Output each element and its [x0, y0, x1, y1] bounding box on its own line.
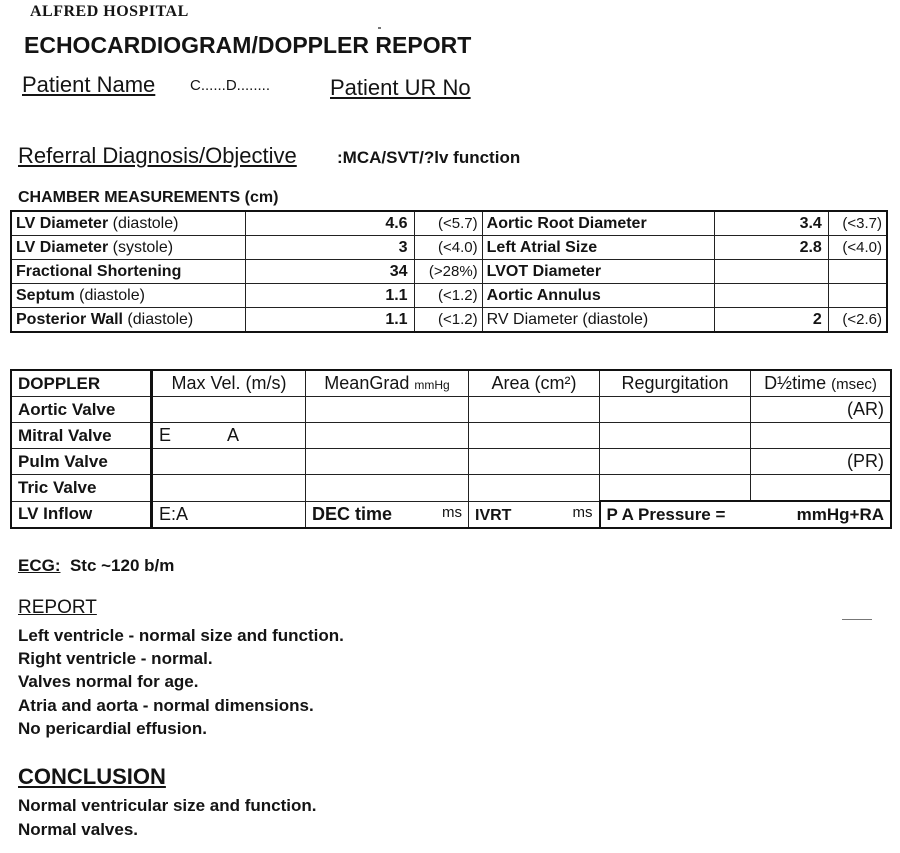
aortic-regurg-cell: [600, 397, 751, 423]
report-section-title: REPORT: [18, 597, 97, 618]
dhalf-time-header: D½time (msec): [751, 370, 892, 397]
lv-diameter-diastole-label: LV Diameter (diastole): [11, 211, 245, 236]
aortic-annulus-value: [714, 284, 828, 308]
patient-name-label: Patient Name: [22, 72, 156, 97]
report-lines: [18, 624, 344, 740]
lv-inflow-label: LV Inflow: [11, 501, 152, 528]
aortic-dhalf-cell: (AR): [751, 397, 892, 423]
lv-diameter-diastole-ref: (<5.7): [414, 211, 482, 236]
chamber-row: [11, 236, 887, 260]
tric-regurg-cell: [600, 475, 751, 502]
doppler-row-tric: [11, 475, 891, 502]
report-line: Right ventricle - normal.: [18, 649, 213, 669]
fractional-shortening-label: Fractional Shortening: [11, 260, 245, 284]
conclusion-title: CONCLUSION: [18, 764, 166, 789]
tric-area-cell: [469, 475, 600, 502]
conclusion-line: Normal ventricular size and function.: [18, 796, 317, 815]
doppler-row-aortic: [11, 397, 891, 423]
pa-pressure-cell: P A Pressure = mmHg+RA: [600, 501, 892, 528]
mitral-area-cell: [469, 423, 600, 449]
lv-diameter-systole-label: LV Diameter (systole): [11, 236, 245, 260]
report-line: No pericardial effusion.: [18, 718, 207, 738]
dec-time-cell: DEC time ms: [306, 501, 469, 528]
mitral-regurg-cell: [600, 423, 751, 449]
septum-value: 1.1: [245, 284, 414, 308]
fractional-shortening-ref: (>28%): [414, 260, 482, 284]
aortic-root-value: 3.4: [714, 211, 828, 236]
aortic-meangrad-cell: [306, 397, 469, 423]
left-atrial-size-ref: (<4.0): [828, 236, 887, 260]
report-line: Valves normal for age.: [18, 672, 199, 692]
septum-ref: (<1.2): [414, 284, 482, 308]
patient-name-value: C......D........: [190, 77, 271, 94]
ivrt-cell: IVRT ms: [469, 501, 600, 528]
aortic-valve-label: Aortic Valve: [11, 397, 152, 423]
aortic-maxvel-cell: [152, 397, 306, 423]
aortic-root-ref: (<3.7): [828, 211, 887, 236]
doppler-header-row: [11, 370, 891, 397]
rv-diameter-label: RV Diameter (diastole): [482, 308, 714, 333]
aortic-annulus-label: Aortic Annulus: [482, 284, 714, 308]
chamber-measurements-table: [10, 210, 888, 333]
left-atrial-size-label: Left Atrial Size: [482, 236, 714, 260]
area-header: Area (cm²): [469, 370, 600, 397]
hospital-name: ALFRED HOSPITAL: [30, 3, 189, 20]
posterior-wall-value: 1.1: [245, 308, 414, 333]
patient-ur-label: Patient UR No: [330, 75, 471, 100]
doppler-row-lvinflow: [11, 501, 891, 528]
posterior-wall-label: Posterior Wall (diastole): [11, 308, 245, 333]
lvot-diameter-value: [714, 260, 828, 284]
chamber-row: [11, 284, 887, 308]
pulm-maxvel-cell: [152, 449, 306, 475]
rv-diameter-value: 2: [714, 308, 828, 333]
mitral-meangrad-cell: [306, 423, 469, 449]
doppler-table: [10, 369, 892, 529]
chamber-row: [11, 260, 887, 284]
scan-speck: [842, 619, 872, 620]
pulm-area-cell: [469, 449, 600, 475]
posterior-wall-ref: (<1.2): [414, 308, 482, 333]
referral-label: Referral Diagnosis/Objective: [18, 143, 297, 168]
aortic-annulus-ref: [828, 284, 887, 308]
chamber-row: [11, 308, 887, 333]
mitral-dhalf-cell: [751, 423, 892, 449]
tric-dhalf-cell: [751, 475, 892, 502]
pulm-meangrad-cell: [306, 449, 469, 475]
tric-valve-label: Tric Valve: [11, 475, 152, 502]
tric-meangrad-cell: [306, 475, 469, 502]
ecg-line: [18, 556, 174, 576]
conclusion-line: Normal valves.: [18, 819, 139, 839]
regurgitation-header: Regurgitation: [600, 370, 751, 397]
meangrad-header: MeanGrad mmHg: [306, 370, 469, 397]
aortic-root-label: Aortic Root Diameter: [482, 211, 714, 236]
fractional-shortening-value: 34: [245, 260, 414, 284]
lv-diameter-systole-value: 3: [245, 236, 414, 260]
pulm-dhalf-cell: (PR): [751, 449, 892, 475]
max-vel-header: Max Vel. (m/s): [152, 370, 306, 397]
report-line: Left ventricle - normal size and function.: [18, 626, 344, 645]
ecg-label: ECG:: [18, 556, 61, 575]
ecg-value: Stc ~120 b/m: [69, 556, 175, 575]
pulm-regurg-cell: [600, 449, 751, 475]
doppler-row-mitral: [11, 423, 891, 449]
lvot-diameter-ref: [828, 260, 887, 284]
referral-value: :MCA/SVT/?lv function: [337, 148, 521, 167]
left-atrial-size-value: 2.8: [714, 236, 828, 260]
aortic-area-cell: [469, 397, 600, 423]
lv-diameter-systole-ref: (<4.0): [414, 236, 482, 260]
ea-ratio-cell: E:A: [152, 501, 306, 528]
mitral-maxvel-cell: E A: [152, 423, 306, 449]
lv-diameter-diastole-value: 4.6: [245, 211, 414, 236]
lvot-diameter-label: LVOT Diameter: [482, 260, 714, 284]
mitral-valve-label: Mitral Valve: [11, 423, 152, 449]
pulm-valve-label: Pulm Valve: [11, 449, 152, 475]
chamber-measurements-title: CHAMBER MEASUREMENTS (cm): [18, 189, 279, 206]
conclusion-lines: [18, 794, 317, 841]
doppler-row-pulm: [11, 449, 891, 475]
tric-maxvel-cell: [152, 475, 306, 502]
chamber-row: [11, 211, 887, 236]
doppler-header-label: DOPPLER: [11, 370, 152, 397]
report-title: ECHOCARDIOGRAM/DOPPLER REPORT: [24, 32, 472, 58]
report-line: Atria and aorta - normal dimensions.: [18, 695, 314, 715]
rv-diameter-ref: (<2.6): [828, 308, 887, 333]
scan-speck: [378, 27, 381, 29]
septum-label: Septum (diastole): [11, 284, 245, 308]
